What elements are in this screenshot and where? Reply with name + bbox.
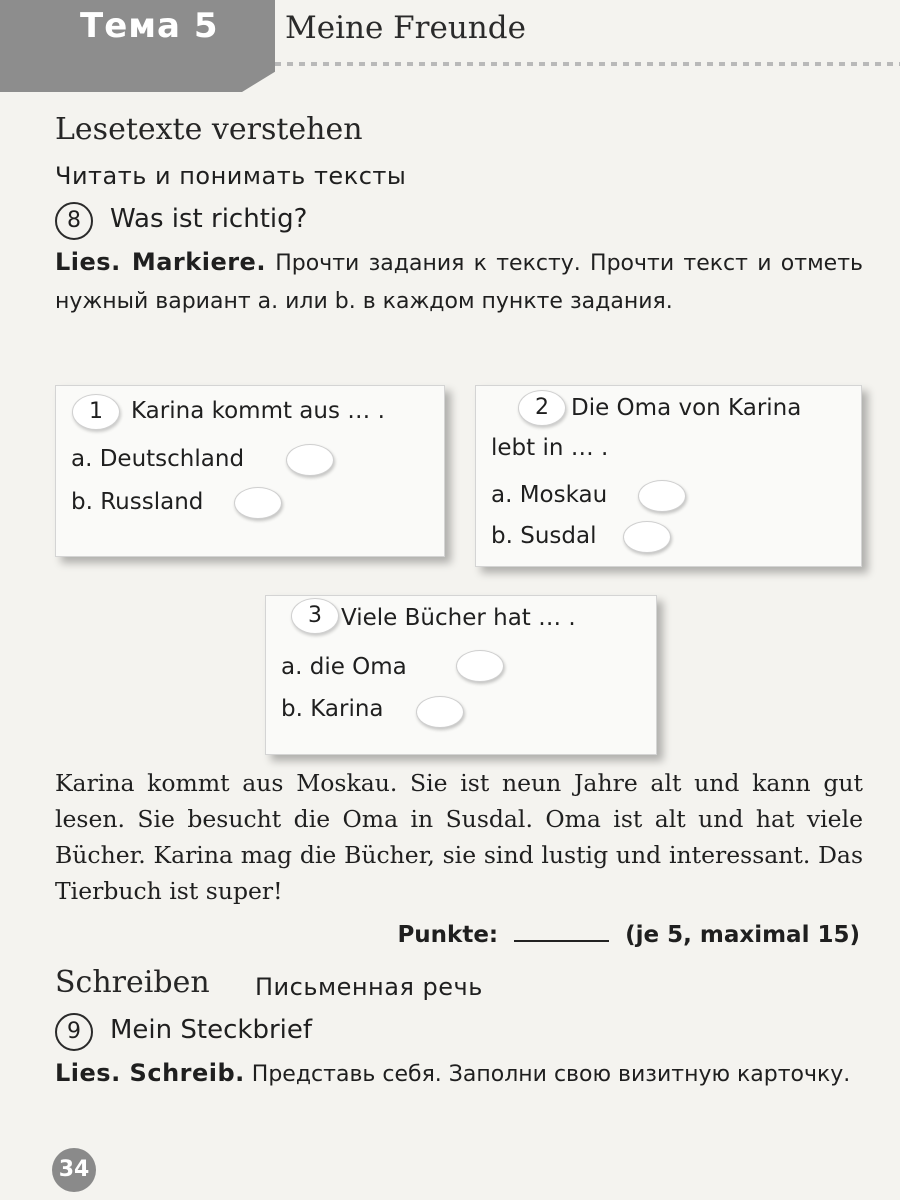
section-subtitle-reading: Читать и понимать тексты (55, 162, 407, 190)
question-2-answer-oval-b[interactable] (623, 521, 671, 553)
section-title-reading: Lesetexte verstehen (55, 112, 363, 147)
task-number-9: 9 (55, 1013, 93, 1051)
question-1-answer-oval-a[interactable] (286, 444, 334, 476)
task-9-instruction-de: Lies. Schreib. (55, 1059, 245, 1087)
section-title-writing: Schreiben (55, 965, 210, 1000)
task-number-8: 8 (55, 202, 93, 240)
topic-title: Meine Freunde (285, 10, 526, 46)
question-number-3: 3 (291, 598, 339, 634)
section-subtitle-writing: Письменная речь (255, 973, 483, 1001)
question-2-answer-oval-a[interactable] (638, 480, 686, 512)
question-3-answer-oval-b[interactable] (416, 696, 464, 728)
question-card-3 (265, 595, 657, 755)
task-9-title: Mein Steckbrief (110, 1015, 313, 1045)
task-8-title: Was ist richtig? (110, 204, 308, 234)
points-blank-field[interactable] (514, 940, 609, 942)
question-1-option-a: a. Deutschland (71, 446, 245, 472)
points-label: Punkte: (397, 922, 499, 948)
question-number-2: 2 (518, 390, 566, 426)
task-9-instruction (55, 1054, 863, 1094)
question-1-answer-oval-b[interactable] (234, 487, 282, 519)
question-2-option-a: a. Moskau (491, 482, 608, 508)
question-card-2 (475, 385, 862, 567)
question-3-option-b: b. Karina (281, 696, 384, 722)
reading-text: Karina kommt aus Moskau. Sie ist neun Jahre alt und kann gut lesen. Sie besucht die Oma in Susdal. Oma ist alt und hat viele Bücher. Karina mag die Bücher, sie sind lustig und interessant. Das Tierbuch ist super! (55, 769, 863, 905)
header-dotted-divider (275, 62, 900, 66)
question-card-1 (55, 385, 445, 557)
topic-label: Тема 5 (80, 6, 219, 46)
question-number-1: 1 (72, 394, 120, 430)
question-1-option-b: b. Russland (71, 489, 204, 515)
page-number-badge: 34 (52, 1148, 96, 1192)
question-2-option-b: b. Susdal (491, 523, 597, 549)
question-1-text: Karina kommt aus … . (131, 398, 385, 424)
points-line (397, 922, 860, 948)
question-3-answer-oval-a[interactable] (456, 650, 504, 682)
question-2-text: Die Oma von Karina lebt in … . (491, 395, 802, 461)
points-rule: (je 5, maximal 15) (625, 922, 860, 948)
task-8-instruction-de: Lies. Markiere. (55, 248, 266, 276)
question-3-option-a: a. die Oma (281, 654, 407, 680)
task-8-instruction-ru: Прочти задания к тексту. Прочти текст и отметь нужный вариант a. или b. в каждом пункте задания. (55, 251, 863, 314)
task-8-instruction (55, 243, 863, 321)
task-9-instruction-ru: Представь себя. Заполни свою визитную карточку. (251, 1062, 851, 1087)
question-3-text: Viele Bücher hat … . (341, 605, 576, 631)
